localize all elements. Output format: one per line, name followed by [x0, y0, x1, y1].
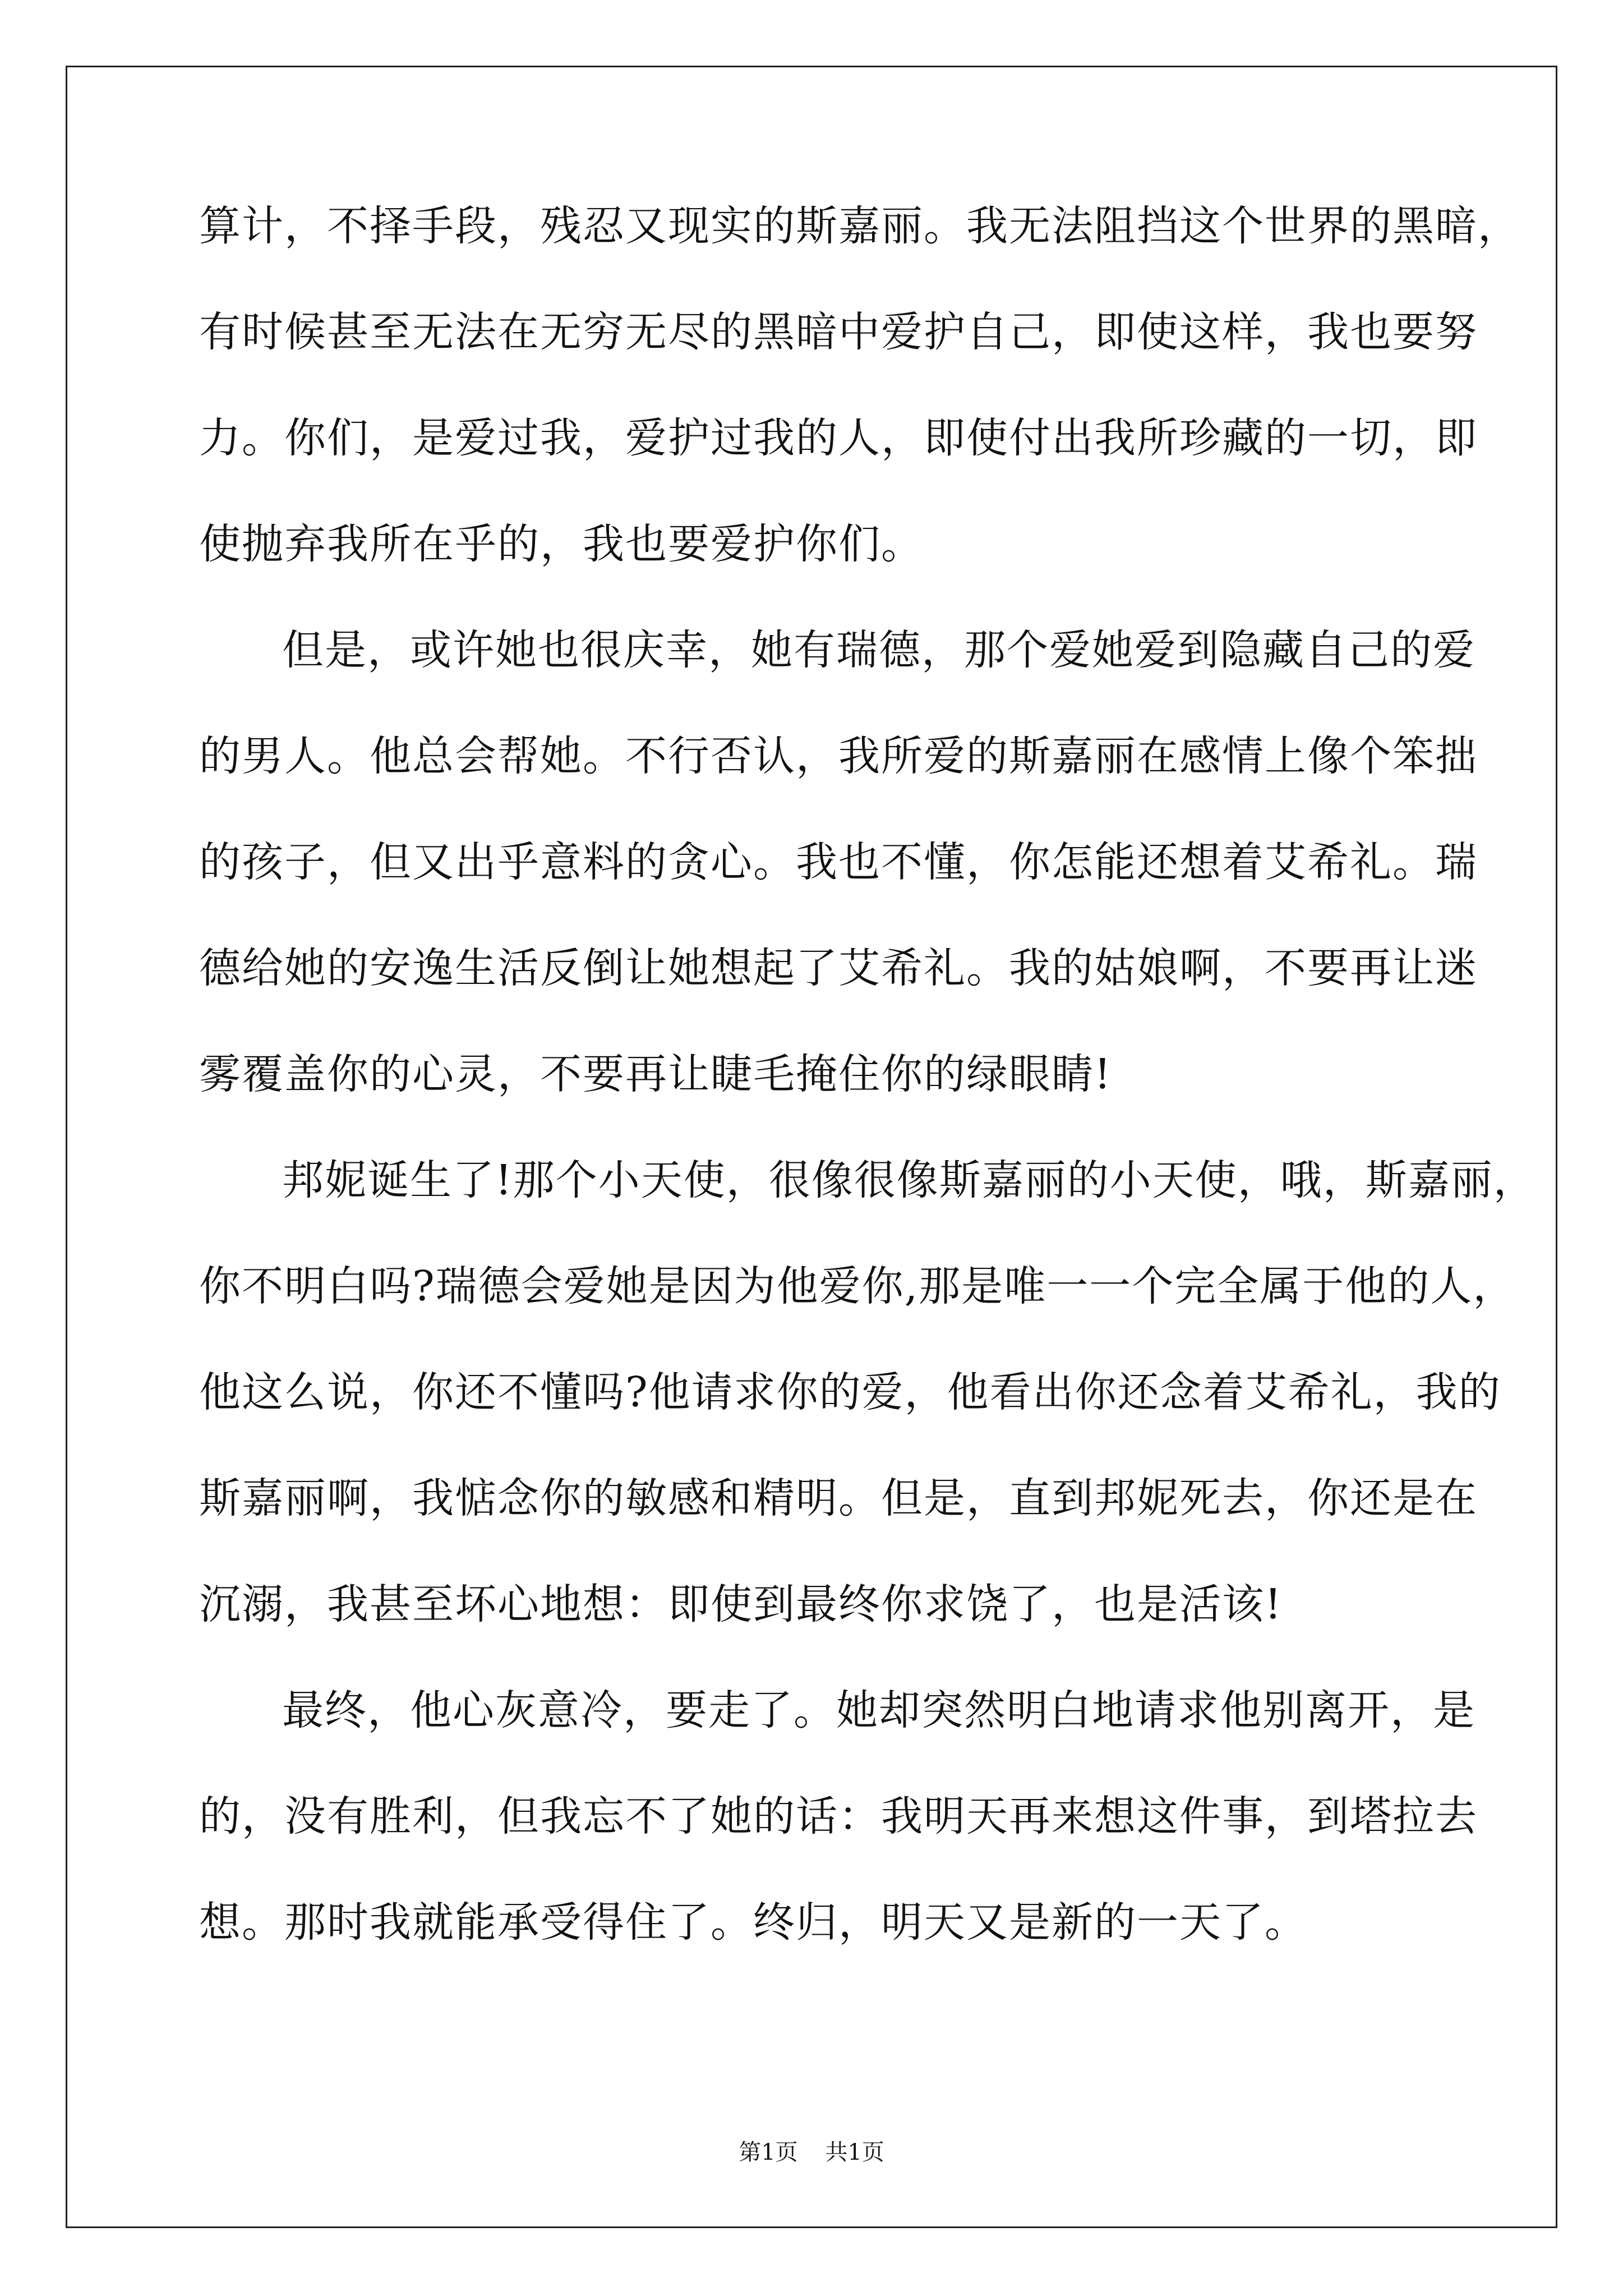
- text-line: 力。你们，是爱过我，爱护过我的人，即使付出我所珍藏的一切，即: [199, 414, 1478, 462]
- text-line: 最终，他心灰意冷，要走了。她却突然明白地请求他别离开，是: [282, 1686, 1476, 1734]
- text-line: 的男人。他总会帮她。不行否认，我所爱的斯嘉丽在感情上像个笨拙: [199, 732, 1478, 780]
- page-total: 共1页: [825, 2139, 884, 2165]
- text-line: 的，没有胜利，但我忘不了她的话：我明天再来想这件事，到塔拉去: [199, 1792, 1478, 1841]
- page-footer: [0, 2138, 1623, 2166]
- text-line: 他这么说，你还不懂吗?他请求你的爱，他看出你还念着艾希礼，我的: [199, 1368, 1501, 1416]
- text-line: 的孩子，但又出乎意料的贪心。我也不懂，你怎能还想着艾希礼。瑞: [199, 838, 1478, 886]
- text-line: 沉溺，我甚至坏心地想：即使到最终你求饶了，也是活该!: [199, 1580, 1283, 1628]
- text-line: 但是，或许她也很庆幸，她有瑞德，那个爱她爱到隐藏自己的爱: [282, 626, 1476, 674]
- text-line: 使抛弃我所在乎的，我也要爱护你们。: [199, 520, 924, 568]
- document-body: [199, 198, 1536, 2000]
- text-line: 你不明白吗?瑞德会爱她是因为他爱你,那是唯一一个完全属于他的人，: [199, 1262, 1516, 1310]
- page-number: 第1页: [739, 2139, 798, 2165]
- text-line: 邦妮诞生了!那个小天使，很像很像斯嘉丽的小天使，哦，斯嘉丽，: [282, 1156, 1536, 1204]
- text-line: 德给她的安逸生活反倒让她想起了艾希礼。我的姑娘啊，不要再让迷: [199, 944, 1478, 992]
- text-line: 雾覆盖你的心灵，不要再让睫毛掩住你的绿眼睛!: [199, 1050, 1112, 1098]
- text-line: 想。那时我就能承受得住了。终归，明天又是新的一天了。: [199, 1898, 1307, 1947]
- text-line: 有时候甚至无法在无穷无尽的黑暗中爱护自己，即使这样，我也要努: [199, 308, 1478, 356]
- text-line: 斯嘉丽啊，我惦念你的敏感和精明。但是，直到邦妮死去，你还是在: [199, 1474, 1478, 1522]
- text-line: 算计，不择手段，残忍又现实的斯嘉丽。我无法阻挡这个世界的黑暗，: [199, 202, 1520, 250]
